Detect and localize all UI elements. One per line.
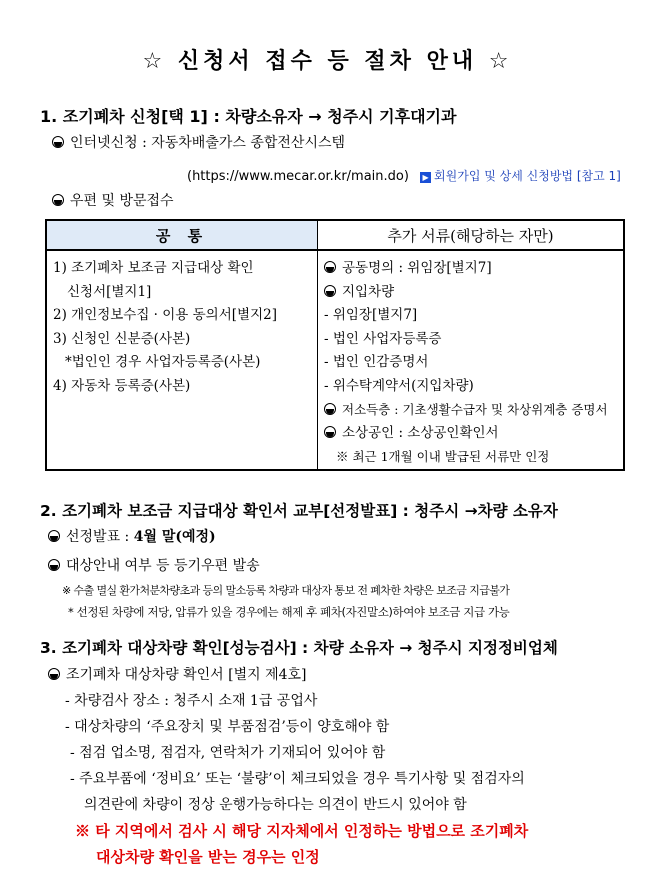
bullet-icon <box>48 668 60 680</box>
common-header: 공 통 <box>46 220 318 250</box>
online-application: 인터넷신청 : 자동차배출가스 종합전산시스템 <box>52 132 345 152</box>
extra-header: 추가 서류(해당하는 자만) <box>318 220 625 250</box>
extra-doc-line: - 법인 사업자등록증 <box>324 330 442 347</box>
required-documents-table <box>45 219 625 471</box>
section1-heading: 1. 조기폐차 신청[택 1] : 차량소유자 → 청주시 기후대기과 <box>40 107 457 126</box>
inspection-opinion: 의견란에 차량이 정상 운행가능하다는 의견이 반드시 있어야 함 <box>84 797 467 813</box>
extra-doc-line: 공동명의 : 위임장[별지7] <box>324 257 623 281</box>
bullet-icon <box>52 136 64 148</box>
warning-other-region-cont: 대상차량 확인을 받는 경우는 인정 <box>96 848 320 866</box>
warning-other-region: ※ 타 지역에서 검사 시 해당 지자체에서 인정하는 방법으로 조기폐차 <box>75 822 529 840</box>
common-doc-line: 1) 조기폐차 보조금 지급대상 확인 <box>53 260 254 276</box>
extra-doc-line: 지입차량 <box>324 281 623 305</box>
extra-doc-line: - 법인 인감증명서 <box>324 354 429 370</box>
extra-doc-line: 소상공인 : 소상공인확인서 <box>324 422 623 446</box>
note-ineligible: ※ 수출 멸실 환가처분차량초과 등의 말소등록 차량과 대상자 통보 전 폐차한 차량은 보조금 지급불가 <box>62 584 510 597</box>
inspection-parts: - 주요부품에 ‘정비요’ 또는 ‘불량’이 체크되었을 경우 특기사항 및 점검자의 <box>70 771 525 787</box>
arrow-box-icon: ▶ <box>420 172 431 183</box>
bullet-icon <box>324 426 336 438</box>
extra-doc-line: 저소득층 : 기초생활수급자 및 차상위계층 증명서 <box>324 398 623 422</box>
bullet-icon <box>52 194 64 206</box>
extra-docs-cell <box>318 250 625 470</box>
inspection-place: - 차량검사 장소 : 청주시 소재 1급 공업사 <box>65 693 318 709</box>
extra-doc-line: - 위임장[별지7] <box>324 307 418 323</box>
common-doc-line: *법인인 경우 사업자등록증(사본) <box>65 354 261 370</box>
inspection-condition: - 대상차량의 ‘주요장치 및 부품점검’등이 양호해야 함 <box>65 719 390 735</box>
note-lien: * 선정된 차량에 저당, 압류가 있을 경우에는 해제 후 폐차(자진말소)하여야 보조금 지급 가능 <box>68 605 510 619</box>
bullet-icon <box>324 403 336 415</box>
mail-visit: 우편 및 방문접수 <box>52 190 174 210</box>
url-line <box>187 165 621 184</box>
form-reference: 조기폐차 대상차량 확인서 [별지 제4호] <box>48 664 307 684</box>
section3-heading: 3. 조기폐차 대상차량 확인[성능검사] : 차량 소유자 → 청주시 지정정비업체 <box>40 639 558 657</box>
bullet-icon <box>324 285 336 297</box>
common-doc-line: 2) 개인정보수집 · 이용 동의서[별지2] <box>53 307 277 323</box>
common-doc-line: 3) 신청인 신분증(사본) <box>53 330 191 347</box>
common-doc-line: 신청서[별지1] <box>67 283 152 300</box>
notice-mail: 대상안내 여부 등 등기우편 발송 <box>48 555 260 575</box>
page-title: ☆ 신청서 접수 등 절차 안내 ☆ <box>142 49 513 74</box>
site-url-link[interactable]: (https://www.mecar.or.kr/main.do) <box>187 169 409 184</box>
bullet-icon <box>48 530 60 542</box>
extra-doc-line: - 위수탁계약서(지입차량) <box>324 377 474 394</box>
bullet-icon <box>324 261 336 273</box>
bullet-icon <box>48 559 60 571</box>
announcement: 선정발표 : 4월 말(예정) <box>48 526 216 546</box>
inspection-contact: - 점검 업소명, 점검자, 연락처가 기재되어 있어야 함 <box>70 745 386 761</box>
extra-doc-line: ※ 최근 1개월 이내 발급된 서류만 인정 <box>336 449 550 464</box>
common-doc-line: 4) 자동차 등록증(사본) <box>53 377 191 394</box>
common-docs-cell <box>46 250 318 470</box>
section2-heading: 2. 조기폐차 보조금 지급대상 확인서 교부[선정발표] : 청주시 →차량 소유자 <box>40 502 558 520</box>
signup-note: ▶ 회원가입 및 상세 신청방법 [참고 1] <box>420 169 621 183</box>
